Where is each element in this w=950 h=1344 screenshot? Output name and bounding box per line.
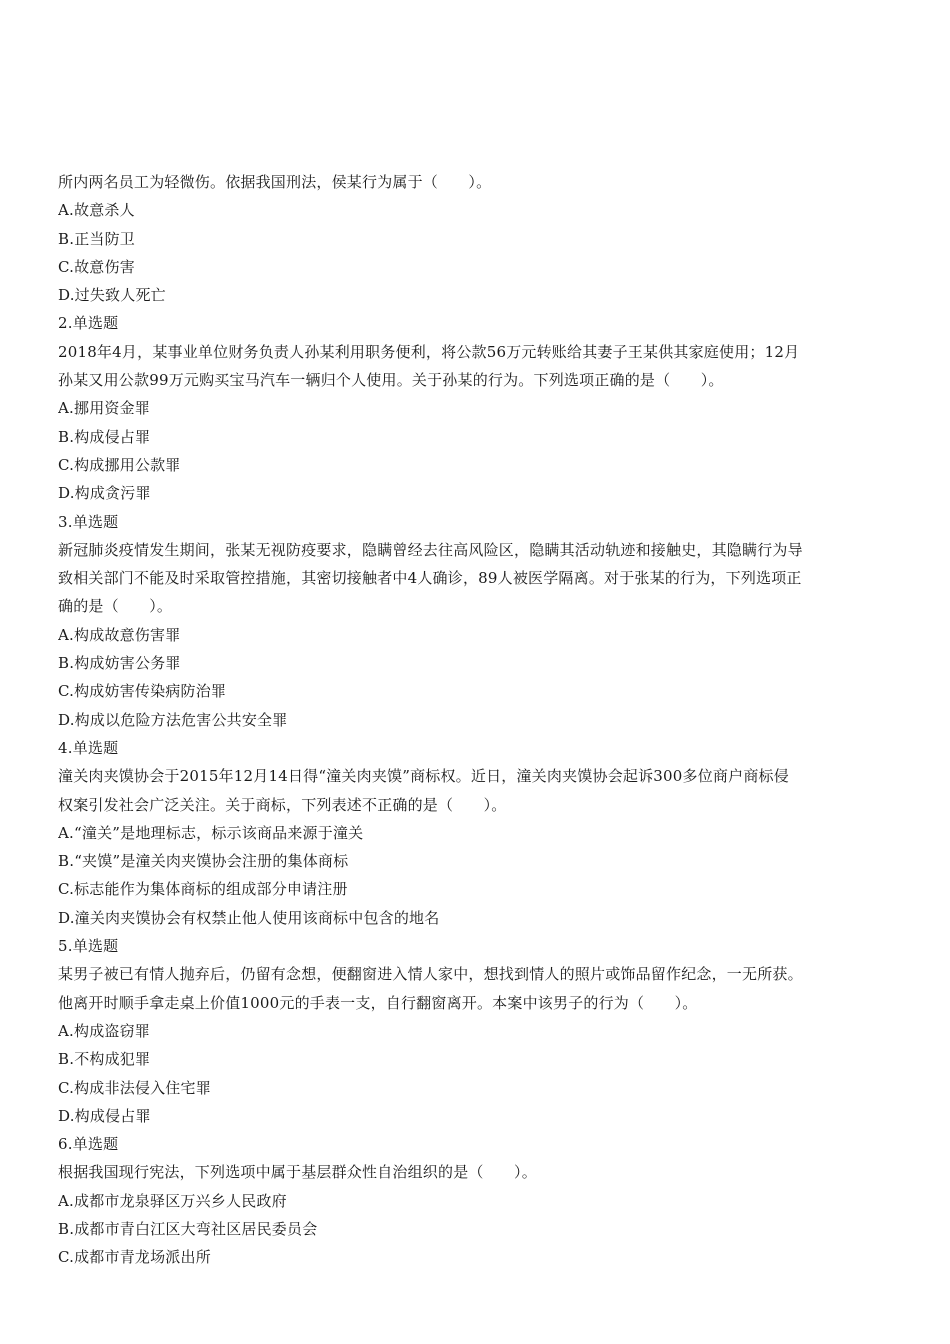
- option-d: D.构成侵占罪: [58, 1106, 151, 1125]
- question-header: 5.单选题: [58, 937, 119, 956]
- option-c: C.标志能作为集体商标的组成部分申请注册: [58, 880, 348, 899]
- option-b: B.成都市青白江区大弯社区居民委员会: [58, 1219, 318, 1238]
- option-b: B.不构成犯罪: [58, 1050, 151, 1069]
- option-a: A.成都市龙泉驿区万兴乡人民政府: [58, 1191, 287, 1210]
- question-6: [58, 1130, 898, 1271]
- exam-page: [58, 168, 898, 1272]
- option-d: D.构成以危险方法危害公共安全罪: [58, 710, 288, 729]
- option-c: C.构成挪用公款罪: [58, 455, 181, 474]
- question-header: 2.单选题: [58, 314, 119, 333]
- option-c: C.构成妨害传染病防治罪: [58, 682, 227, 701]
- option-a: A.“潼关”是地理标志，标示该商品来源于潼关: [58, 823, 364, 842]
- option-b: B.构成侵占罪: [58, 427, 151, 446]
- question-stem: 2018年4月，某事业单位财务负责人孙某利用职务便利，将公款56万元转账给其妻子王某供其家庭使用；12月: [58, 342, 800, 361]
- option-a: A.故意杀人: [58, 201, 135, 220]
- question-header: 3.单选题: [58, 512, 119, 531]
- question-header: 6.单选题: [58, 1135, 119, 1154]
- question-stem: 根据我国现行宪法，下列选项中属于基层群众性自治组织的是（ ）。: [58, 1163, 537, 1182]
- option-b: B.构成妨害公务罪: [58, 654, 181, 673]
- question-stem: 权案引发社会广泛关注。关于商标，下列表述不正确的是（ ）。: [58, 795, 507, 814]
- option-d: D.构成贪污罪: [58, 484, 151, 503]
- option-d: D.过失致人死亡: [58, 286, 166, 305]
- question-stem: 孙某又用公款99万元购买宝马汽车一辆归个人使用。关于孙某的行为。下列选项正确的是（ ）。: [58, 371, 724, 390]
- question-stem: 他离开时顺手拿走桌上价值1000元的手表一支，自行翻窗离开。本案中该男子的行为（ ）。: [58, 993, 698, 1012]
- question-header: 4.单选题: [58, 738, 119, 757]
- question-stem: 某男子被已有情人抛弃后，仍留有念想，便翻窗进入情人家中，想找到情人的照片或饰品留作纪念，一无所获。: [58, 965, 803, 984]
- option-d: D.潼关肉夹馍协会有权禁止他人使用该商标中包含的地名: [58, 908, 440, 927]
- option-a: A.挪用资金罪: [58, 399, 151, 418]
- question-stem: 确的是（ ）。: [58, 597, 173, 616]
- question-stem: 致相关部门不能及时采取管控措施，其密切接触者中4人确诊，89人被医学隔离。对于张某的行为，下列选项正: [58, 569, 802, 588]
- question-5: [58, 932, 898, 1130]
- option-a: A.构成盗窃罪: [58, 1021, 151, 1040]
- question-stem: 潼关肉夹馍协会于2015年12月14日得“潼关肉夹馍”商标权。近日，潼关肉夹馍协会起诉300多位商户商标侵: [58, 767, 789, 786]
- question-stem: 所内两名员工为轻微伤。依据我国刑法，侯某行为属于（ ）。: [58, 173, 492, 191]
- question-stem: 新冠肺炎疫情发生期间，张某无视防疫要求，隐瞒曾经去往高风险区，隐瞒其活动轨迹和接触史，其隐瞒行为导: [58, 540, 803, 559]
- question-1: [58, 168, 898, 309]
- option-c: C.构成非法侵入住宅罪: [58, 1078, 211, 1097]
- option-c: C.成都市青龙场派出所: [58, 1248, 211, 1267]
- question-2: [58, 309, 898, 507]
- option-b: B.“夹馍”是潼关肉夹馍协会注册的集体商标: [58, 852, 349, 871]
- option-a: A.构成故意伤害罪: [58, 625, 181, 644]
- question-3: [58, 508, 898, 734]
- option-c: C.故意伤害: [58, 257, 135, 276]
- question-4: [58, 734, 898, 932]
- option-b: B.正当防卫: [58, 229, 135, 248]
